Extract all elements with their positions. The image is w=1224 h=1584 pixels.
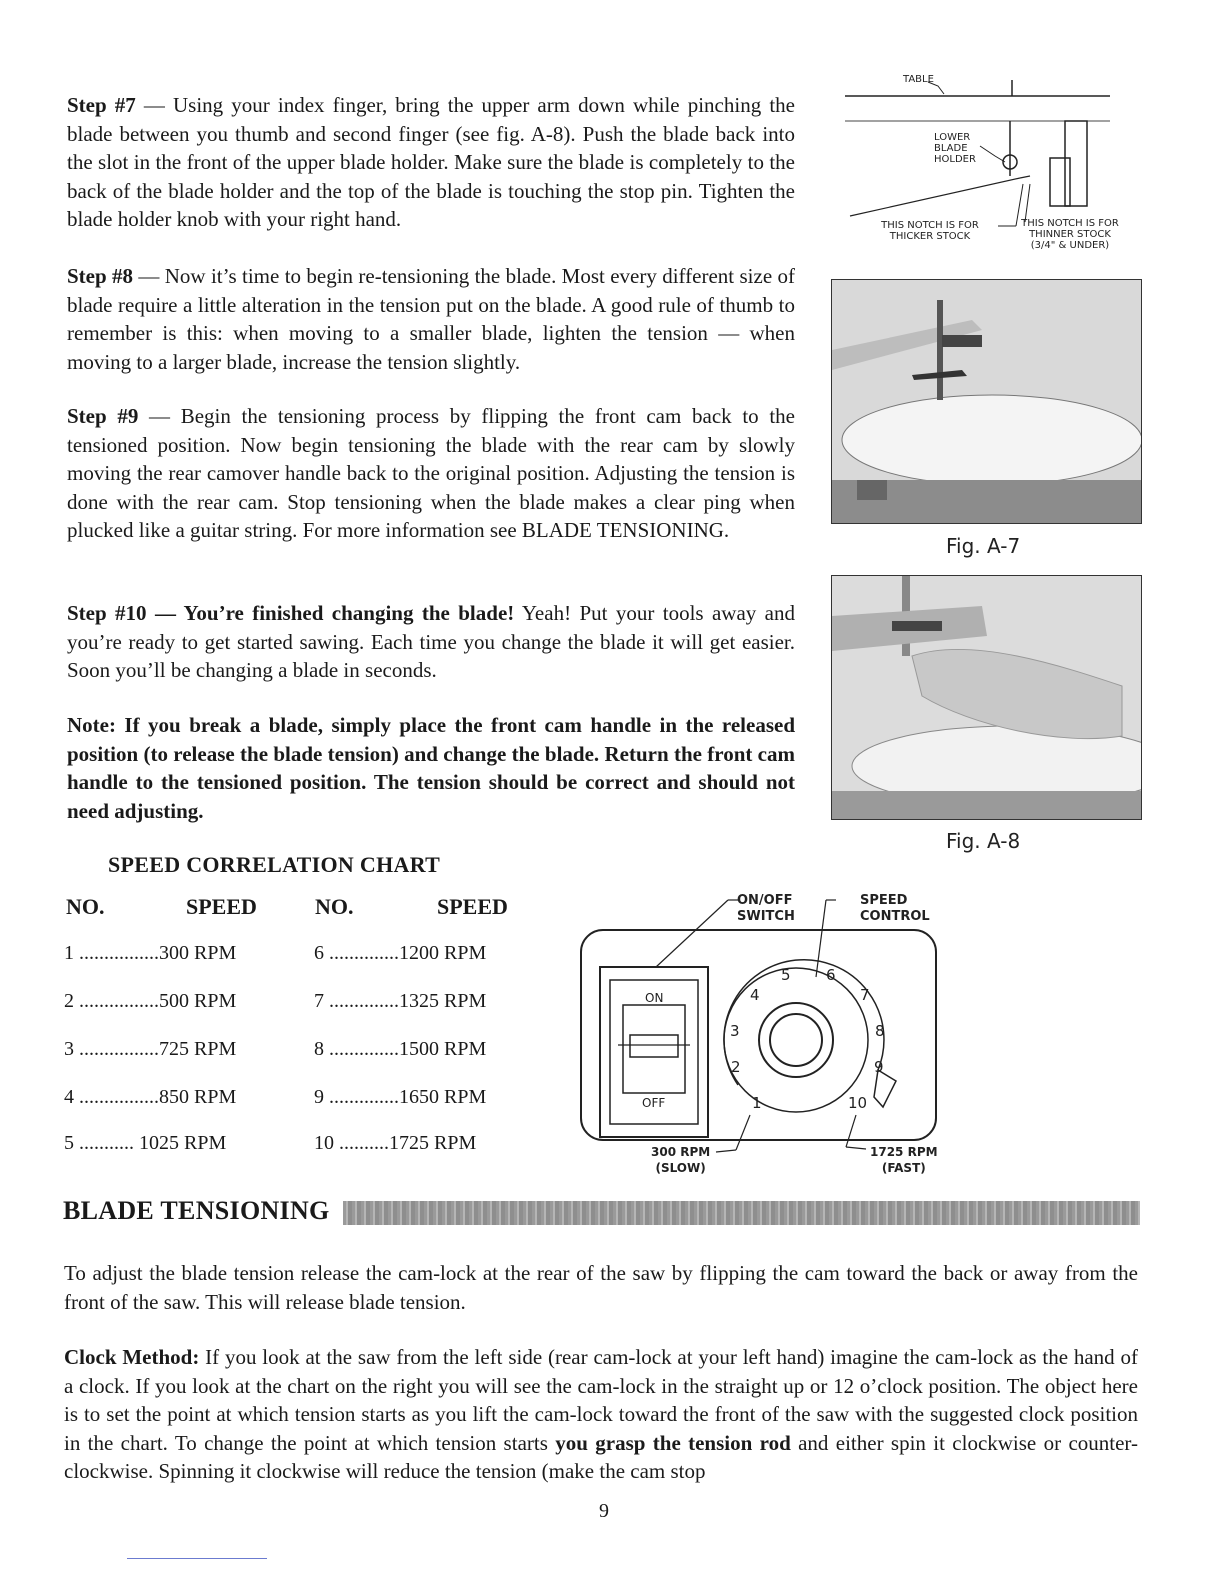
clock-method-paragraph — [64, 1343, 1138, 1486]
fast-label: 1725 RPM (FAST) — [870, 1145, 938, 1175]
blade-tensioning-heading: BLADE TENSIONING — [63, 1196, 330, 1225]
clock-method-label: Clock Method: — [64, 1345, 200, 1369]
dial-6: 6 — [826, 966, 836, 984]
speed-chart-title: SPEED CORRELATION CHART — [108, 852, 441, 877]
clock-method-text: If you look at the saw from the left side (rear cam-lock at your left hand) imagine the cam-lock as the hand of a clock. If you look at the chart on the right you will see the cam-lock in the straight up or 12 o’clock position. The object here is to set the point at which tension starts as you lift the cam-lock toward the front of the saw with the suggested clock position in the chart. To change the point at which tension starts — [64, 1345, 1138, 1455]
speed-row: 6 ..............1200 RPM — [314, 942, 487, 964]
fig-a8-caption: Fig. A-8 — [946, 829, 1021, 853]
step-9-text: — Begin the tensioning process by flipping the front cam back to the tensioned position. Now begin tensioning the blade with the rear cam by slowly moving the rear camover handle back to the original position. Adjusting the tension is done with the rear cam. Stop tensioning when the blade makes a clear ping when plucked like a guitar string. For more information see BLADE TENSIONING. — [67, 404, 795, 542]
col-speed-right: SPEED — [437, 894, 508, 919]
step-10-label: Step #10 — You’re finished changing the blade! — [67, 601, 515, 625]
step-8-label: Step #8 — [67, 264, 134, 288]
step-8-paragraph — [67, 262, 795, 376]
switch-off-label: OFF — [642, 1096, 666, 1110]
step-10-paragraph — [67, 599, 795, 685]
slow-label: 300 RPM (SLOW) — [651, 1145, 711, 1175]
clock-method-tail: and either spin it clockwise or counter-clockwise. Spinning it clockwise will reduce the tension (make the cam stop — [64, 1430, 1138, 1483]
table-label: TABLE — [903, 74, 934, 85]
speed-row: 4 ................850 RPM — [64, 1086, 237, 1108]
speed-row: 5 ........... 1025 RPM — [64, 1132, 227, 1154]
step-10-text: Yeah! Put your tools away and you’re ready to get started sawing. Each time you change the blade it will get easier. Soon you’ll be changing a blade in seconds. — [67, 601, 795, 682]
switch-on-label: ON — [645, 991, 664, 1005]
onoff-label: ON/OFF SWITCH — [737, 893, 795, 924]
speed-row: 10 ..........1725 RPM — [314, 1132, 477, 1154]
col-speed-left: SPEED — [186, 894, 257, 919]
dial-1: 1 — [752, 1094, 762, 1112]
speed-row: 3 ................725 RPM — [64, 1038, 237, 1060]
speed-row: 2 ................500 RPM — [64, 990, 237, 1012]
dial-10: 10 — [848, 1094, 868, 1112]
col-no-right: NO. — [315, 894, 354, 919]
speed-row: 1 ................300 RPM — [64, 942, 237, 964]
speed-row: 7 ..............1325 RPM — [314, 990, 487, 1012]
speed-row: 8 ..............1500 RPM — [314, 1038, 487, 1060]
speed-control-panel-diagram — [578, 885, 943, 1185]
step-7-label: Step #7 — [67, 93, 136, 117]
step-8-text: — Now it’s time to begin re-tensioning the blade. Most every different size of blade require a little alteration in the tension put on the blade. A good rule of thumb to remember is this: when moving to a smaller blade, lighten the tension — when moving to a larger blade, increase the tension slightly. — [67, 264, 795, 374]
dial-7: 7 — [860, 986, 870, 1004]
speed-control-label: SPEED CONTROL — [860, 893, 930, 924]
thinner-stock-notch-label: THIS NOTCH IS FOR THINNER STOCK (3/4" & UNDER) — [1021, 218, 1119, 251]
fig-a8-illustration — [832, 576, 1141, 819]
step-7-text: — Using your index finger, bring the upper arm down while pinching the blade between you thumb and second finger (see fig. A-8). Push the blade back into the slot in the front of the upper blade holder. Make sure the blade is completely to the back of the blade holder and the top of the blade is touching the stop pin. Tighten the blade holder knob with your right hand. — [67, 93, 795, 231]
dial-5: 5 — [781, 966, 791, 984]
footer-line — [127, 1558, 267, 1559]
fig-a8-photo — [831, 575, 1142, 820]
step-9-paragraph — [67, 402, 795, 545]
note-paragraph: Note: If you break a blade, simply place the front cam handle in the released position (to release the blade tension) and change the blade. Return the front cam handle to the tensioned position. The tension should be correct and should not need adjusting. — [67, 713, 795, 823]
step-9-label: Step #9 — [67, 404, 139, 428]
col-no-left: NO. — [66, 894, 105, 919]
page-number: 9 — [599, 1500, 609, 1522]
thicker-stock-notch-label: THIS NOTCH IS FOR THICKER STOCK — [881, 220, 979, 242]
lower-blade-holder-label: LOWER BLADE HOLDER — [934, 132, 976, 165]
step-7-paragraph — [67, 91, 795, 234]
dial-3: 3 — [730, 1022, 740, 1040]
dial-2: 2 — [731, 1058, 741, 1076]
speed-row: 9 ..............1650 RPM — [314, 1086, 487, 1108]
blade-tensioning-intro: To adjust the blade tension release the cam-lock at the rear of the saw by flipping the cam toward the back or away from the front of the saw. This will release blade tension. — [64, 1261, 1138, 1314]
section-heading-bar — [343, 1201, 1140, 1225]
dial-9: 9 — [874, 1058, 884, 1076]
fig-a7-caption: Fig. A-7 — [946, 534, 1021, 558]
fig-a7-illustration — [832, 280, 1141, 523]
dial-4: 4 — [750, 986, 760, 1004]
fig-a7-photo — [831, 279, 1142, 524]
clock-method-bold: you grasp the tension rod — [555, 1430, 791, 1455]
dial-8: 8 — [875, 1022, 885, 1040]
